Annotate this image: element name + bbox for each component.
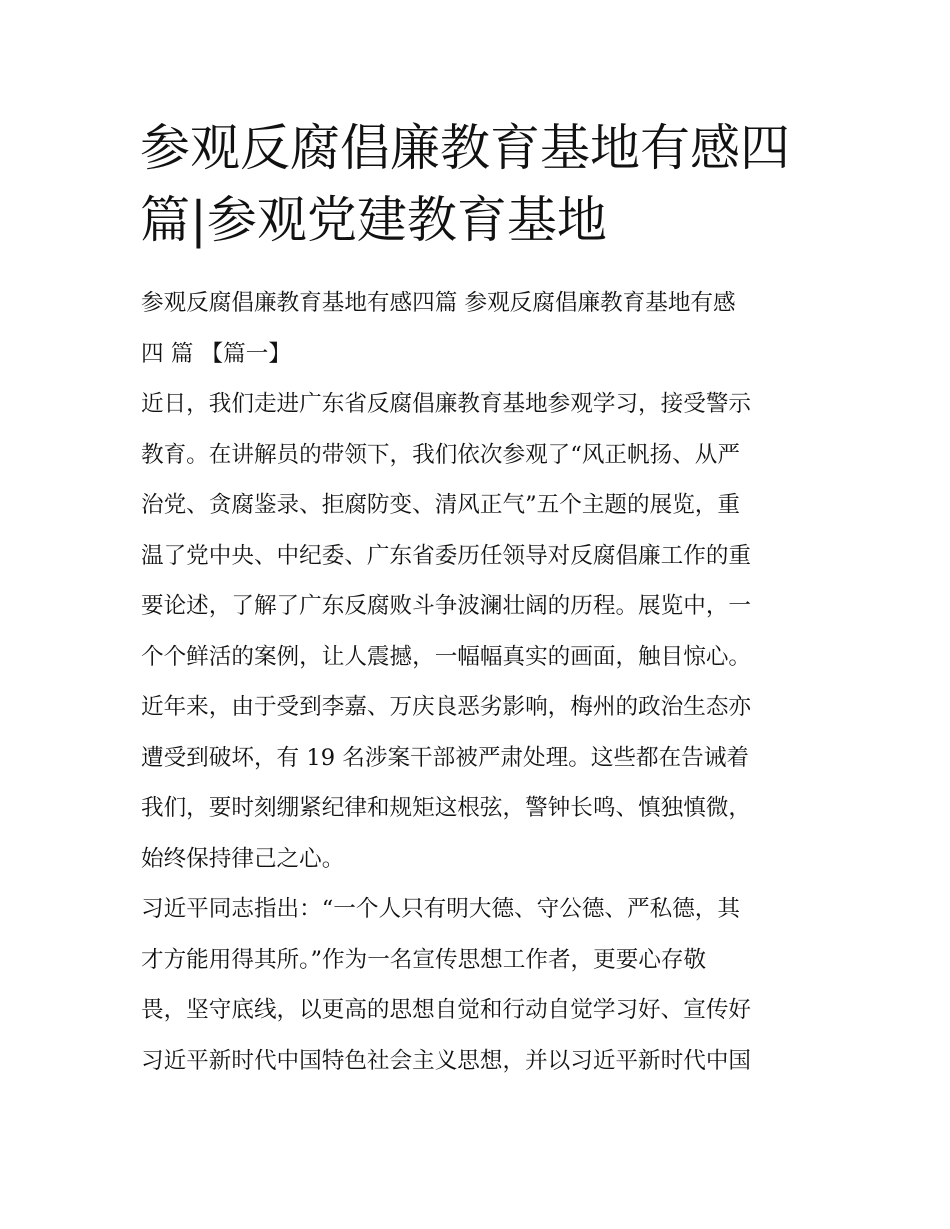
body-line-15: 畏，坚守底线，以更高的思想自觉和行动自觉学习好、宣传好 — [141, 997, 752, 1023]
body-line-9: 近年来，由于受到李嘉、万庆良恶劣影响，梅州的政治生态亦 — [141, 694, 752, 720]
body-line-4: 教育。在讲解员的带领下，我们依次参观了“风正帆扬、从严 — [141, 441, 740, 468]
body-line-3: 近日，我们走进广东省反腐倡廉教育基地参观学习，接受警示 — [141, 391, 752, 417]
body-line-7: 要论述，了解了广东反腐败斗争波澜壮阔的历程。展览中，一 — [141, 593, 752, 619]
body-line-14: 才方能用得其所。”作为一名宣传思想工作者，更要心存敬 — [141, 946, 707, 973]
body-line-13: 习近平同志指出：“一个人只有明大德、守公德、严私德，其 — [141, 896, 740, 922]
body-line-16: 习近平新时代中国特色社会主义思想，并以习近平新时代中国 — [141, 1047, 752, 1074]
body-line-11: 我们，要时刻绷紧纪律和规矩这根弦，警钟长鸣、慎独慎微， — [141, 795, 752, 821]
title-line-2: 篇|参观党建教育基地 — [140, 191, 607, 249]
title-line-1: 参观反腐倡廉教育基地有感四 — [140, 119, 790, 177]
body-line-1: 参观反腐倡廉教育基地有感四篇 参观反腐倡廉教育基地有感 — [141, 290, 736, 316]
body-line-12: 始终保持律己之心。 — [141, 845, 345, 872]
body-line-10: 遭受到破坏，有 19 名涉案干部被严肃处理。这些都在告诫着 — [141, 744, 749, 771]
body-line-6: 温了党中央、中纪委、广东省委历任领导对反腐倡廉工作的重 — [141, 542, 752, 569]
body-line-8: 个个鲜活的案例，让人震撼，一幅幅真实的画面，触目惊心。 — [141, 643, 752, 670]
body-line-5: 治党、贪腐鉴录、拒腐防变、清风正气”五个主题的展览，重 — [141, 492, 740, 518]
document-title — [140, 112, 820, 256]
body-line-2: 四 篇 【篇一】 — [141, 340, 291, 367]
document-body — [141, 278, 821, 1086]
